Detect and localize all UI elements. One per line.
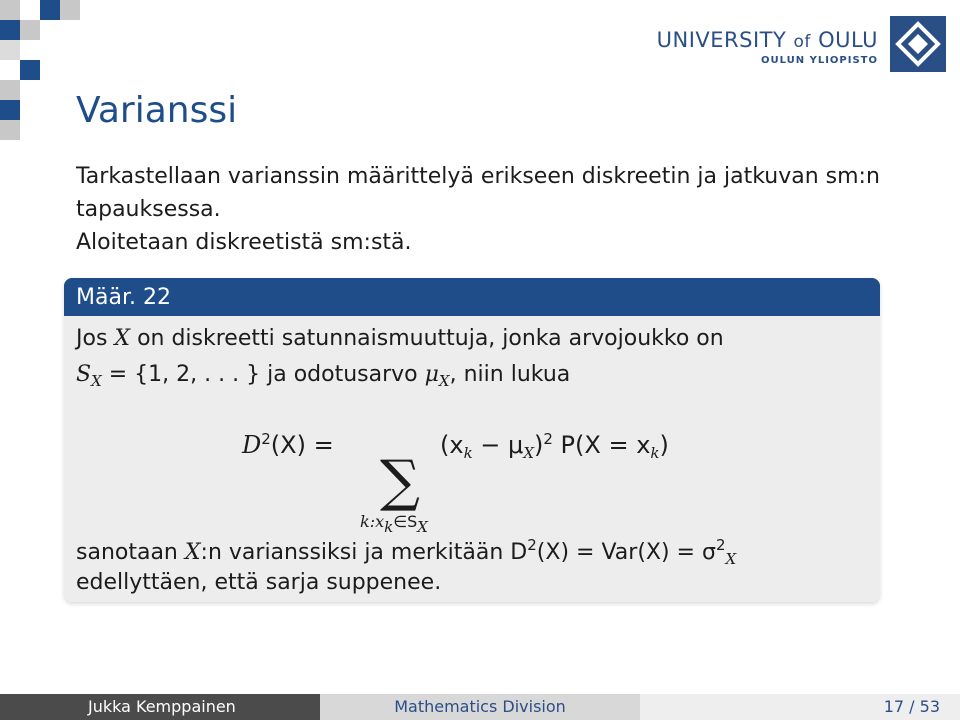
corner-square [20,20,40,40]
corner-square [0,120,20,140]
corner-square [0,0,20,20]
footer-author: Jukka Kemppainen [0,694,320,720]
definition-block [64,278,880,602]
corner-square [0,80,20,100]
formula-rhs: $(x_k - \mu_X)^2$ $P(X = x_k)$ [440,430,669,462]
university-emblem-icon [890,16,946,72]
corner-square [0,40,20,60]
intro-line: Aloitetaan diskreetistä sm:stä. [76,230,412,255]
sum-symbol: ∑ [380,449,420,514]
definition-line-4: edellyttäen, että sarja suppenee. [76,570,442,595]
corner-square [0,100,20,120]
corner-square [40,0,60,20]
formula-lhs: $D^2(X)$ = [242,430,334,459]
corner-square [60,0,80,20]
footer-page-number: 17 / 53 [640,694,960,720]
definition-heading: Määr. 22 [64,278,880,316]
corner-square [0,20,20,40]
definition-line-2: $S_X = \{1$, 2, . . . } ja odotusarvo $\mu_X$, niin lukua [76,362,571,390]
footer-bar [0,694,960,720]
intro-line: Tarkastellaan varianssin määrittelyä erikseen diskreetin ja jatkuvan sm:n tapauksessa. [76,164,880,222]
definition-line-1: Jos X on diskreetti satunnaismuuttuja, jonka arvojoukko on [76,326,724,351]
university-logo-text: UNIVERSITY of OULU OULUN YLIOPISTO [656,28,878,66]
sum-index: k:xk∈SX [360,512,428,536]
corner-square [20,60,40,80]
footer-division: Mathematics Division [320,694,640,720]
slide-title: Varianssi [76,90,238,132]
intro-text [76,160,896,259]
definition-line-3: sanotaan X:n varianssiksi ja merkitään $D^2(X) = Var(X) = \sigma^2_X$ [76,536,737,568]
